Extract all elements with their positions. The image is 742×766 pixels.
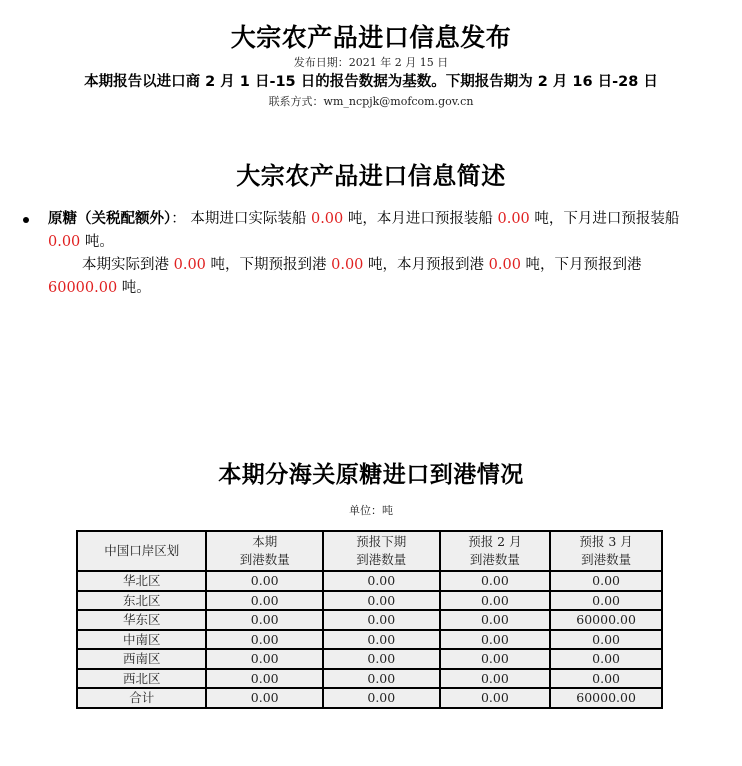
region-cell: 西北区 (77, 669, 206, 689)
table-total-row: 合计 0.00 0.00 0.00 60000.00 (77, 688, 662, 708)
month-forecast-shipment-value: 0.00 (497, 211, 530, 227)
summary-item: 原糖（关税配额外）： 本期进口实际装船 0.00 吨，本月进口预报装船 0.00 吨，下月进口预报装船 0.00 吨。 本期实际到港 0.00 吨，下期预报到港 0.00 吨，本月预报到港 0.00 吨，下月预报到港 60000.00 吨。 (48, 208, 688, 300)
next-month-forecast-shipment-value: 0.00 (48, 234, 81, 250)
publish-date: 发布日期：2021 年 2 月 15 日 (293, 56, 449, 69)
next-month-forecast-arrival-value: 60000.00 (48, 280, 118, 296)
region-cell: 西南区 (77, 649, 206, 669)
month-forecast-arrival-value: 0.00 (488, 257, 521, 273)
header-current-arrival: 本期 到港数量 (206, 531, 323, 571)
table-header-row (77, 531, 662, 571)
contact-info: 联系方式：wm_ncpjk@mofcom.gov.cn (268, 95, 474, 108)
table-row: 中南区 0.00 0.00 0.00 0.00 (77, 630, 662, 650)
region-cell: 东北区 (77, 591, 206, 611)
header-region: 中国口岸区划 (77, 531, 206, 571)
total-label-cell: 合计 (77, 688, 206, 708)
header-next-period-forecast: 预报下期 到港数量 (323, 531, 440, 571)
header-feb-forecast: 预报 2 月 到港数量 (440, 531, 551, 571)
table-row: 西北区 0.00 0.00 0.00 0.00 (77, 669, 662, 689)
actual-shipment-value: 0.00 (310, 211, 344, 227)
region-cell: 华北区 (77, 571, 206, 591)
summary-title: 大宗农产品进口信息简述 (236, 162, 506, 190)
table-row: 华北区 0.00 0.00 0.00 0.00 (77, 571, 662, 591)
next-period-forecast-arrival-value: 0.00 (331, 257, 364, 273)
page-title: 大宗农产品进口信息发布 (230, 23, 512, 52)
header-mar-forecast: 预报 3 月 到港数量 (550, 531, 662, 571)
table-row: 东北区 0.00 0.00 0.00 0.00 (77, 591, 662, 611)
unit-label: 单位：吨 (349, 504, 393, 517)
table-row: 华东区 0.00 0.00 0.00 60000.00 (77, 610, 662, 630)
table-title: 本期分海关原糖进口到港情况 (218, 462, 524, 488)
bullet-icon (23, 217, 29, 223)
report-period-note: 本期报告以进口商 2 月 1 日-15 日的报告数据为基数。下期报告期为 2 月 16 日-28 日 (84, 74, 658, 90)
region-cell: 华东区 (77, 610, 206, 630)
arrival-table (76, 530, 663, 709)
actual-arrival-value: 0.00 (173, 257, 206, 273)
region-cell: 中南区 (77, 630, 206, 650)
table-row: 西南区 0.00 0.00 0.00 0.00 (77, 649, 662, 669)
commodity-label: 原糖（关税配额外） (48, 211, 172, 227)
